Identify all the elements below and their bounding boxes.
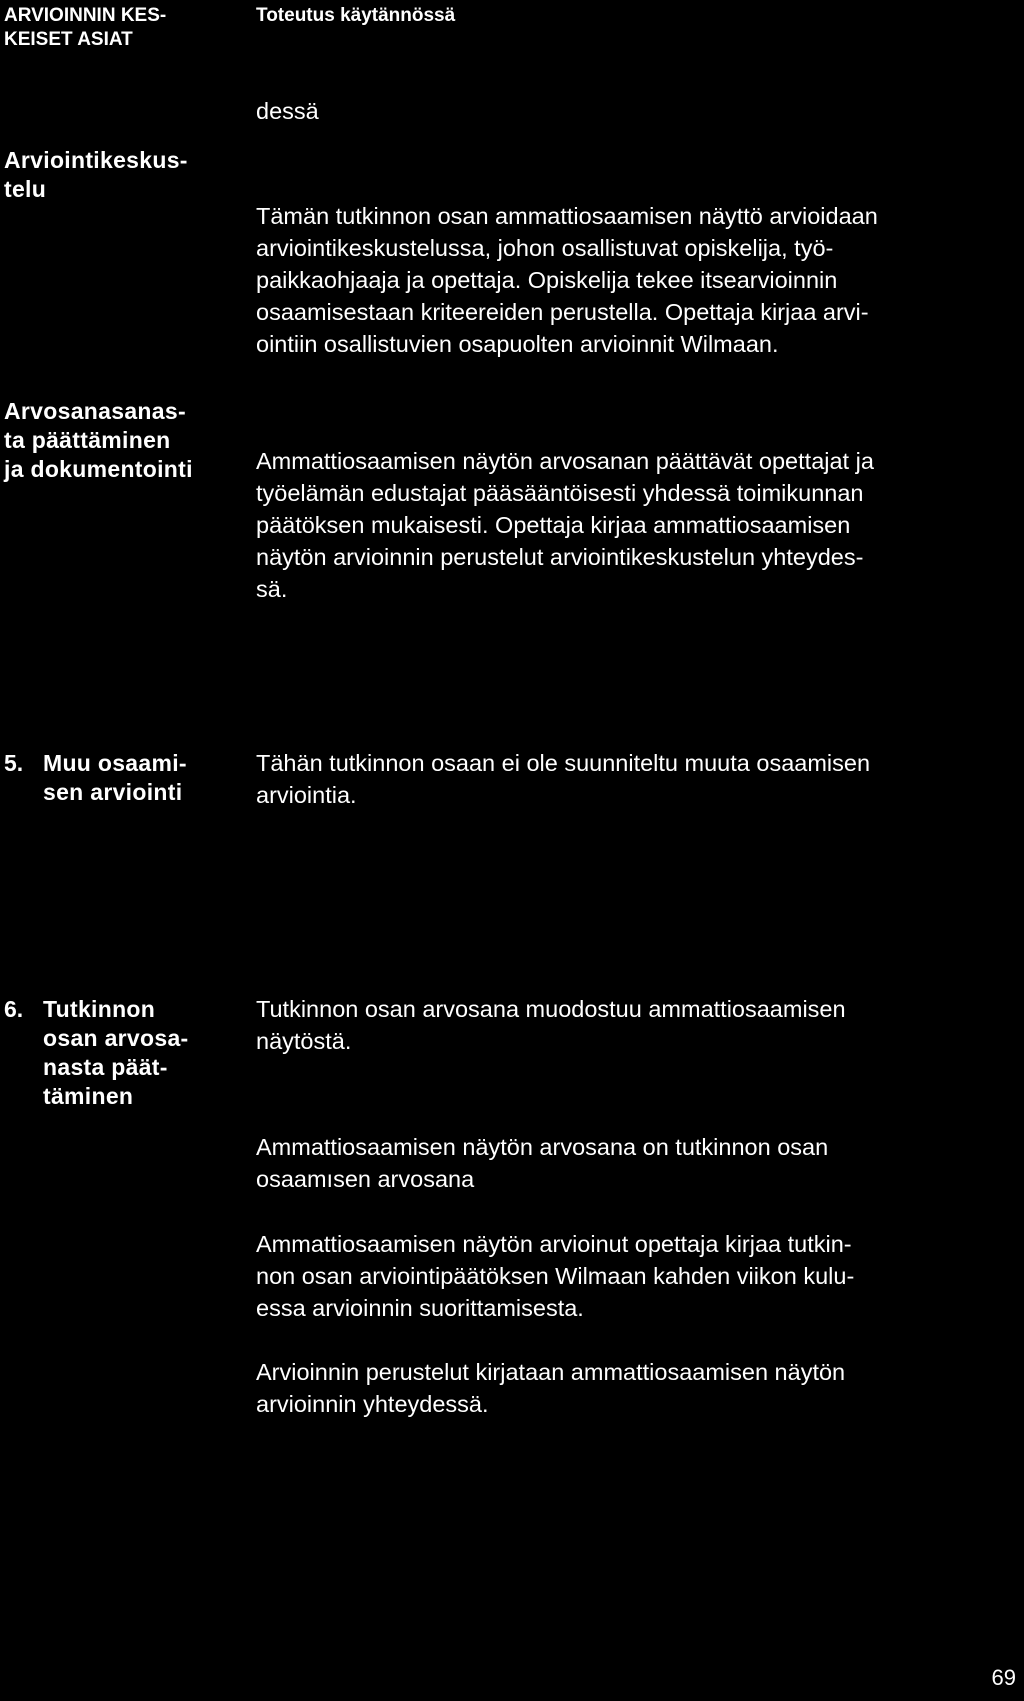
row-label-tutkinnon-osan-arvosana: Tutkinnon osan arvosa- nasta päät- täminen — [43, 996, 189, 1109]
row-text-arvosanan-paattaminen: Ammattiosaamisen näytön arvosanan päättävät opettajat ja työelämän edustajat pääsääntöisesti yhdessä toimikunnan päätöksen mukaisesti. Opettaja kirjaa ammattiosaamisen näytön arvioinnin perustelut arviointikeskustelun yhteydes- sä. — [256, 448, 874, 602]
section-number-5: 5. — [4, 750, 24, 776]
row-label-arvosanan-paattaminen: Arvosanasanas- ta päättäminen ja dokumentointi — [4, 398, 193, 482]
row-text-arviointipaatos: Ammattiosaamisen näytön arvioinut opettaja kirjaa tutkin- non osan arviointipäätöksen Wilmaan kahden viikon kulu- essa arvioinnin suorittamisesta. — [256, 1231, 855, 1321]
row-text-muu-osaamisen-arviointi: Tähän tutkinnon osaan ei ole suunniteltu muuta osaamisen arviointia. — [256, 750, 871, 808]
column-header-implementation: Toteutus käytännössä — [256, 5, 456, 26]
row-text-arvosana-muodostuu: Tutkinnon osan arvosana muodostuu ammattiosaamisen näytöstä. — [256, 996, 846, 1054]
row-text-arviointikeskustelu: Tämän tutkinnon osan ammattiosaamisen näyttö arvioidaan arviointikeskustelussa, johon osallistuvat opiskelija, työ- paikkaohjaaja ja opettaja. Opiskelija tekee itsearvioinnin osaamisestaan kriteereiden perustella. Opettaja kirjaa arvi- ointiin osallistuvien osapuolten arvioinnit Wilmaan. — [256, 203, 878, 357]
section-number-6: 6. — [4, 996, 24, 1022]
column-header-criteria: ARVIOINNIN KES- KEISET ASIAT — [4, 5, 167, 50]
row-label-muu-osaamisen-arviointi: Muu osaami- sen arviointi — [43, 750, 187, 805]
row-label-arviointikeskustelu: Arviointikeskus- telu — [4, 147, 188, 202]
continuation-text: dessä — [256, 98, 319, 124]
row-text-perustelut: Arvioinnin perustelut kirjataan ammattiosaamisen näytön arvioinnin yhteydessä. — [256, 1359, 846, 1417]
row-text-arvosana-on: Ammattiosaamisen näytön arvosana on tutkinnon osan osaamısen arvosana — [256, 1134, 829, 1192]
page-number: 69 — [991, 1665, 1016, 1690]
